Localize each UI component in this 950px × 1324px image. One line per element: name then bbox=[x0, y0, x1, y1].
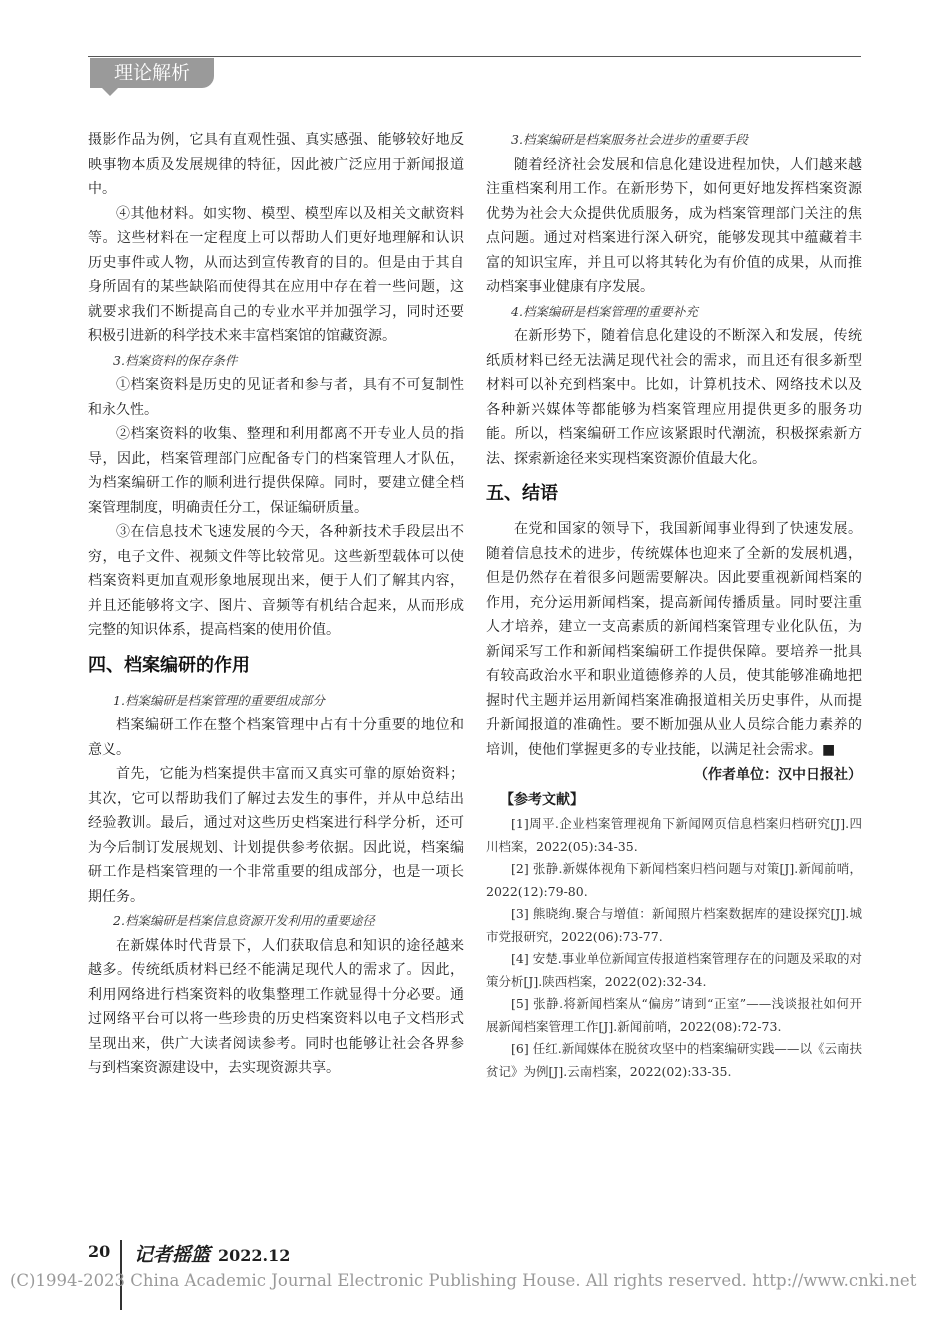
end-mark: ■ bbox=[822, 741, 836, 758]
paragraph-conclusion bbox=[486, 517, 862, 762]
subheading: 2.档案编研是档案信息资源开发利用的重要途径 bbox=[113, 913, 375, 928]
issue-date: 2022.12 bbox=[218, 1246, 291, 1265]
author-affiliation: （作者单位：汉中日报社） bbox=[694, 767, 862, 783]
paragraph: 在新媒体时代背景下，人们获取信息和知识的途径越来越多。传统纸质材料已经不能满足现代人的需求了。因此，利用网络进行档案资料的收集整理工作就显得十分必要。通过网络平台可以将一些珍贵的历史档案资料以电子文档形式呈现出来，供广大读者阅读参考。同时也能够让社会各界参与到档案资源建设中，去实现资源共享。 bbox=[88, 937, 464, 1076]
paragraph: 随着经济社会发展和信息化建设进程加快，人们越来越注重档案利用工作。在新形势下，如何更好地发挥档案资源优势为社会大众提供优质服务，成为档案管理部门关注的焦点问题。通过对档案进行深入研究，能够发现其中蕴藏着丰富的知识宝库，并且可以将其转化为有价值的成果，从而推动档案事业健康有序发展。 bbox=[486, 156, 862, 295]
reference-item: [6] 任红.新闻媒体在脱贫攻坚中的档案编研实践——以《云南扶贫记》为例[J].云南档案，2022(02):33-35. bbox=[486, 1041, 862, 1079]
section-heading: 五、结语 bbox=[486, 483, 558, 504]
journal-name: 记者摇篮 bbox=[134, 1244, 211, 1266]
left-column bbox=[88, 128, 464, 1081]
conclusion-text: 在党和国家的领导下，我国新闻事业得到了快速发展。随着信息技术的进步，传统媒体也迎来了全新的发展机遇，但是仍然存在着很多问题需要解决。因此要重视新闻档案的作用，充分运用新闻档案，提高新闻传播质量。同时要注重人才培养，建立一支高素质的新闻档案管理专业化队伍，为新闻采写工作和新闻档案编研工作提供保障。要培养一批具有较高政治水平和职业道德修养的人员，使其能够准确地把握时代主题并运用新闻档案准确报道相关历史事件，从而提升新闻报道的准确性。要不断加强从业人员综合能力素养的培训，使他们掌握更多的专业技能，以满足社会需求。 bbox=[486, 521, 862, 758]
references-heading: 【参考文献】 bbox=[500, 792, 584, 808]
paragraph: 在新形势下，随着信息化建设的不断深入和发展，传统纸质材料已经无法满足现代社会的需求，而且还有很多新型材料可以补充到档案中。比如，计算机技术、网络技术以及各种新兴媒体等都能够为档案管理应用提供更多的服务功能。所以，档案编研工作应该紧跟时代潮流，积极探索新方法、探索新途径来实现档案资源价值最大化。 bbox=[486, 328, 862, 467]
paragraph: 档案编研工作在整个档案管理中占有十分重要的地位和意义。 bbox=[88, 717, 464, 758]
subheading: 3.档案编研是档案服务社会进步的重要手段 bbox=[511, 132, 748, 147]
section-heading: 四、档案编研的作用 bbox=[88, 654, 250, 676]
header-rule bbox=[88, 56, 861, 57]
journal-title bbox=[134, 1240, 290, 1267]
reference-item: [5] 张静.将新闻档案从“偏房”请到“正室”——浅谈报社如何开展新闻档案管理工作[J].新闻前哨，2022(08):72-73. bbox=[486, 996, 862, 1034]
subheading: 4.档案编研是档案管理的重要补充 bbox=[511, 303, 698, 319]
right-column bbox=[486, 128, 862, 1083]
reference-item: [1]周平.企业档案管理视角下新闻网页信息档案归档研究[J].四川档案，2022(05):34-35. bbox=[486, 816, 862, 854]
reference-item: [4] 安楚.事业单位新闻宣传报道档案管理存在的问题及采取的对策分析[J].陕西档案，2022(02):32-34. bbox=[486, 951, 862, 989]
reference-item: [3] 熊晓绚.聚合与增值：新闻照片档案数据库的建设探究[J].城市党报研究，2022(06):73-77. bbox=[486, 906, 862, 944]
section-tag: 理论解析 bbox=[90, 58, 214, 88]
paragraph: ②档案资料的收集、整理和利用都离不开专业人员的指导，因此，档案管理部门应配备专门的档案管理人才队伍，为档案编研工作的顺利进行提供保障。同时，要建立健全档案管理制度，明确责任分工，保证编研质量。 bbox=[88, 426, 464, 516]
reference-item: [2] 张静.新媒体视角下新闻档案归档问题与对策[J].新闻前哨，2022(12):79-80. bbox=[486, 861, 862, 899]
copyright-watermark: (C)1994-2023 China Academic Journal Electronic Publishing House. All rights reserved. http://www.cnki.net bbox=[10, 1271, 917, 1290]
paragraph: 摄影作品为例，它具有直观性强、真实感强、能够较好地反映事物本质及发展规律的特征，因此被广泛应用于新闻报道中。 bbox=[88, 132, 464, 197]
paragraph: ③在信息技术飞速发展的今天，各种新技术手段层出不穷，电子文件、视频文件等比较常见。这些新型载体可以使档案资料更加直观形象地展现出来，便于人们了解其内容，并且还能够将文字、图片、音频等有机结合起来，从而形成完整的知识体系，提高档案的使用价值。 bbox=[88, 524, 464, 638]
paragraph: ④其他材料。如实物、模型、模型库以及相关文献资料等。这些材料在一定程度上可以帮助人们更好地理解和认识历史事件或人物，从而达到宣传教育的目的。但是由于其自身所固有的某些缺陷而使得其在应用中存在着一些问题，这就要求我们不断提高自己的专业水平并加强学习，同时还要积极引进新的科学技术来丰富档案馆的馆藏资源。 bbox=[88, 205, 464, 344]
paragraph: 首先，它能为档案提供丰富而又真实可靠的原始资料；其次，它可以帮助我们了解过去发生的事件，并从中总结出经验教训。最后，通过对这些历史档案进行科学分析，还可为今后制订发展规划、计划提供参考依据。因此说，档案编研工作是档案管理的一个非常重要的组成部分，也是一项长期任务。 bbox=[88, 766, 464, 905]
page-number: 20 bbox=[88, 1242, 111, 1261]
subheading: 1.档案编研是档案管理的重要组成部分 bbox=[113, 692, 325, 708]
subheading: 3.档案资料的保存条件 bbox=[113, 352, 238, 368]
paragraph: ①档案资料是历史的见证者和参与者，具有不可复制性和永久性。 bbox=[88, 377, 464, 418]
